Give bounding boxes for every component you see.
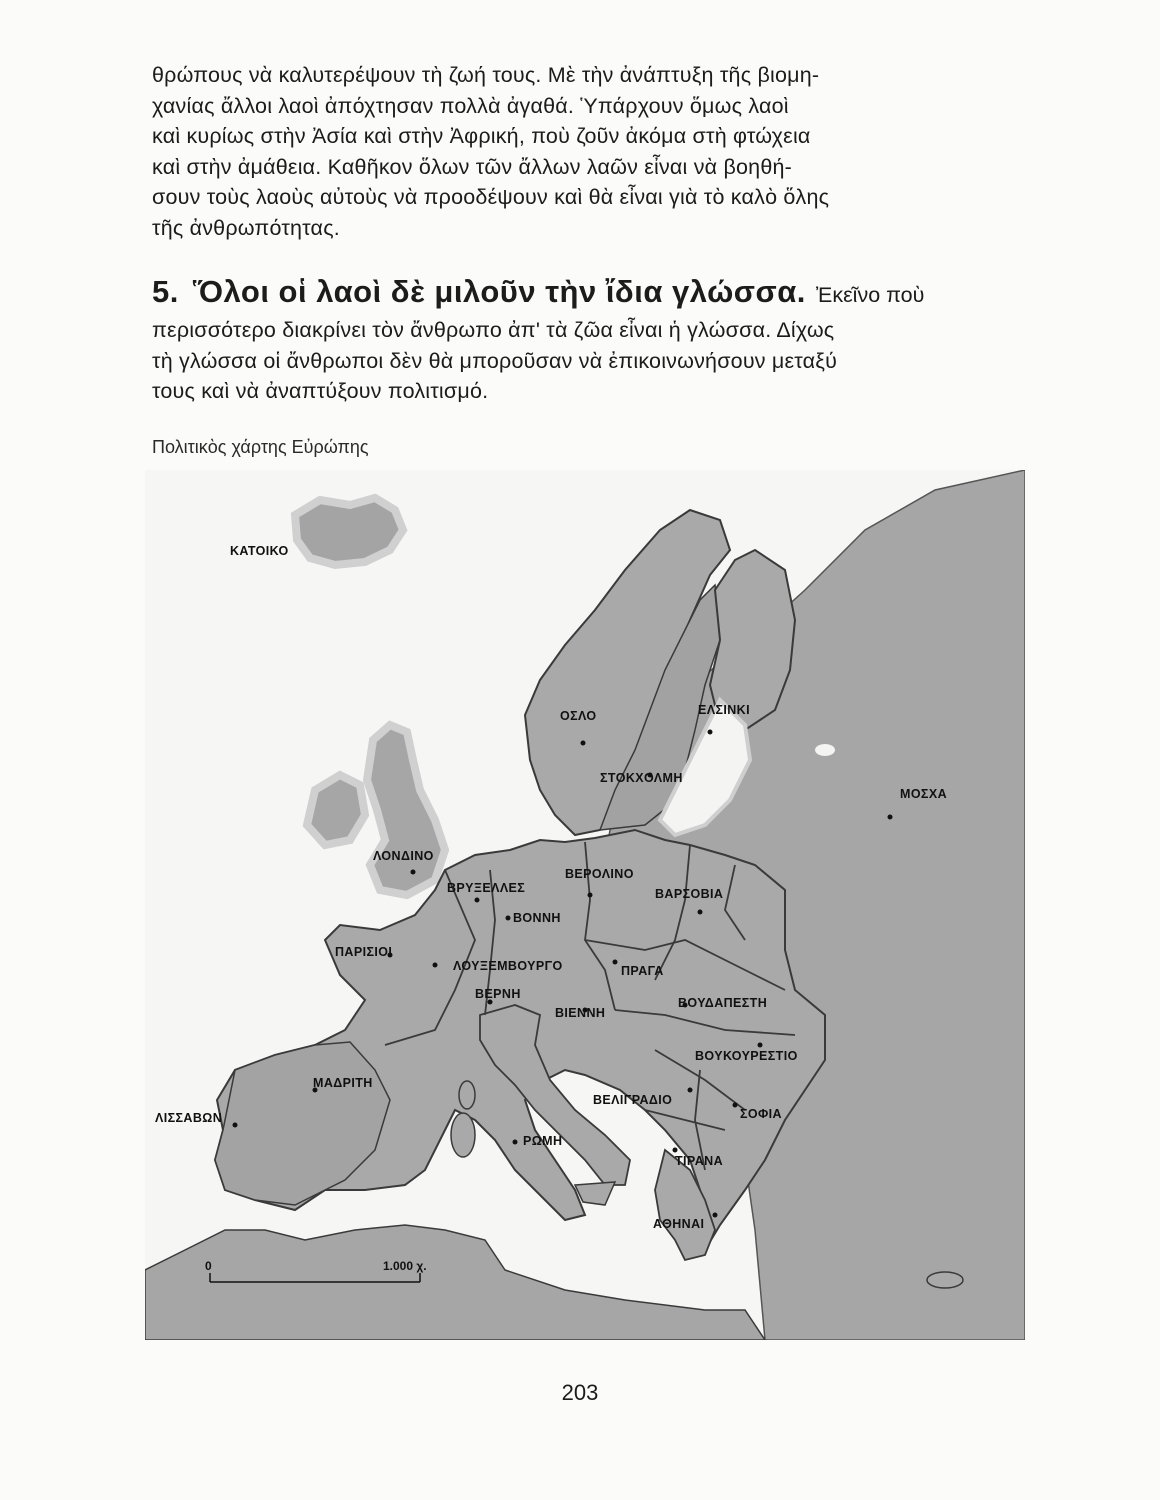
city-label: ΛΟΥΞΕΜΒΟΥΡΓΟ [453, 959, 563, 973]
city-vienna [555, 1006, 605, 1020]
city-label: ΒΡΥΞΕΛΛΕΣ [447, 881, 526, 895]
city-dot [698, 910, 703, 915]
section-paragraph [152, 315, 1024, 407]
city-label: ΒΟΥΚΟΥΡΕΣΤΙΟ [695, 1049, 798, 1063]
scale-zero: 0 [205, 1259, 212, 1273]
city-dot [708, 730, 713, 735]
city-label: ΛΙΣΣΑΒΩΝ [155, 1111, 223, 1125]
city-label: ΣΟΦΙΑ [740, 1107, 782, 1121]
city-label: ΒΙΕΝΝΗ [555, 1006, 606, 1020]
intro-paragraph [152, 60, 1024, 243]
ireland [307, 775, 365, 845]
city-paris [335, 945, 393, 959]
lake [815, 744, 835, 756]
city-label: ΜΑΔΡΙΤΗ [313, 1076, 373, 1090]
section-first-line-rest: Ἐκεῖνο ποὺ [815, 283, 925, 307]
city-dot [513, 1140, 518, 1145]
city-label: ΒΕΛΙΓΡΑΔΙΟ [593, 1093, 673, 1107]
city-dot [758, 1043, 763, 1048]
city-bonn [506, 911, 561, 925]
city-budapest [678, 996, 767, 1010]
city-label: ΛΟΝΔΙΝΟ [373, 849, 434, 863]
text-line: καὶ κυρίως στὴν Ἀσία καὶ στὴν Ἀφρική, ποὺ ζοῦν ἀκόμα στὴ φτώχεια [152, 124, 811, 148]
text-line: τους καὶ νὰ ἀναπτύξουν πολιτισμό. [152, 379, 489, 403]
city-dot [688, 1088, 693, 1093]
city-label: ΟΣΛΟ [560, 709, 597, 723]
city-dot [613, 960, 618, 965]
city-label: ΜΟΣΧΑ [900, 787, 948, 801]
text-line: χανίας ἄλλοι λαοὶ ἀπόχτησαν πολλὰ ἀγαθά. Ὑπάρχουν ὅμως λαοὶ [152, 93, 789, 118]
map-caption: Πολιτικὸς χάρτης Εὐρώπης [152, 437, 369, 457]
text-line: τῆς ἀνθρωπότητας. [152, 215, 340, 240]
city-dot [433, 963, 438, 968]
corsica [459, 1081, 475, 1109]
page-number: 203 [561, 1380, 599, 1405]
city-dot [588, 893, 593, 898]
city-label: ΒΕΡΝΗ [475, 987, 521, 1001]
city-label: ΕΛΣΙΝΚΙ [698, 703, 750, 717]
city-stockholm [600, 771, 683, 785]
city-label: ΚΑΤΟΙΚΟ [230, 544, 289, 558]
city-label: ΠΑΡΙΣΙΟΙ [335, 945, 393, 959]
city-label: ΤΙΡΑΝΑ [675, 1154, 723, 1168]
city-dot [713, 1213, 718, 1218]
section-title: Ὅλοι οἱ λαοὶ δὲ μιλοῦν τὴν ἴδια γλώσσα. [192, 274, 806, 309]
city-dot [475, 898, 480, 903]
city-dot [733, 1103, 738, 1108]
city-label: ΒΟΝΝΗ [513, 911, 561, 925]
city-label: ΣΤΟΚΧΟΛΜΗ [600, 771, 683, 785]
text-line: περισσότερο διακρίνει τὸν ἄνθρωπο ἀπ' τὰ ζῶα εἶναι ἡ γλώσσα. Δίχως [152, 318, 835, 342]
section-heading [152, 270, 1032, 317]
city-label: ΑΘΗΝΑΙ [653, 1217, 705, 1231]
text-line: τὴ γλώσσα οἱ ἄνθρωποι δὲν θὰ μποροῦσαν νὰ ἐπικοινωνήσουν μεταξύ [152, 348, 838, 373]
city-label: ΠΡΑΓΑ [621, 964, 664, 978]
city-luxembourg [433, 959, 563, 973]
cyprus [927, 1272, 963, 1288]
section-number: 5. [152, 274, 179, 309]
text-line: σουν τοὺς λαοὺς αὐτοὺς νὰ προοδέψουν καὶ θὰ εἶναι γιὰ τὸ καλὸ ὅλης [152, 185, 830, 209]
city-reykjavik [230, 544, 289, 558]
iceland [295, 498, 403, 565]
city-dot [506, 916, 511, 921]
text-line: θρώπους νὰ καλυτερέψουν τὴ ζωή τους. Μὲ τὴν ἀνάπτυξη τῆς βιομη- [152, 63, 820, 87]
city-dot [233, 1123, 238, 1128]
city-label: ΒΟΥΔΑΠΕΣΤΗ [678, 996, 768, 1010]
sardinia [451, 1113, 475, 1157]
city-label: ΒΕΡΟΛΙΝΟ [565, 867, 634, 881]
text-line: καὶ στὴν ἀμάθεια. Καθῆκον ὅλων τῶν ἄλλων λαῶν εἶναι νὰ βοηθή- [152, 154, 793, 179]
city-dot [888, 815, 893, 820]
europe-political-map [145, 470, 1025, 1340]
city-label: ΡΩΜΗ [523, 1134, 563, 1148]
city-dot [411, 870, 416, 875]
scale-label: 1.000 χ. [383, 1259, 427, 1273]
city-dot [581, 741, 586, 746]
city-label: ΒΑΡΣΟΒΙΑ [655, 887, 724, 901]
city-dot [673, 1148, 678, 1153]
